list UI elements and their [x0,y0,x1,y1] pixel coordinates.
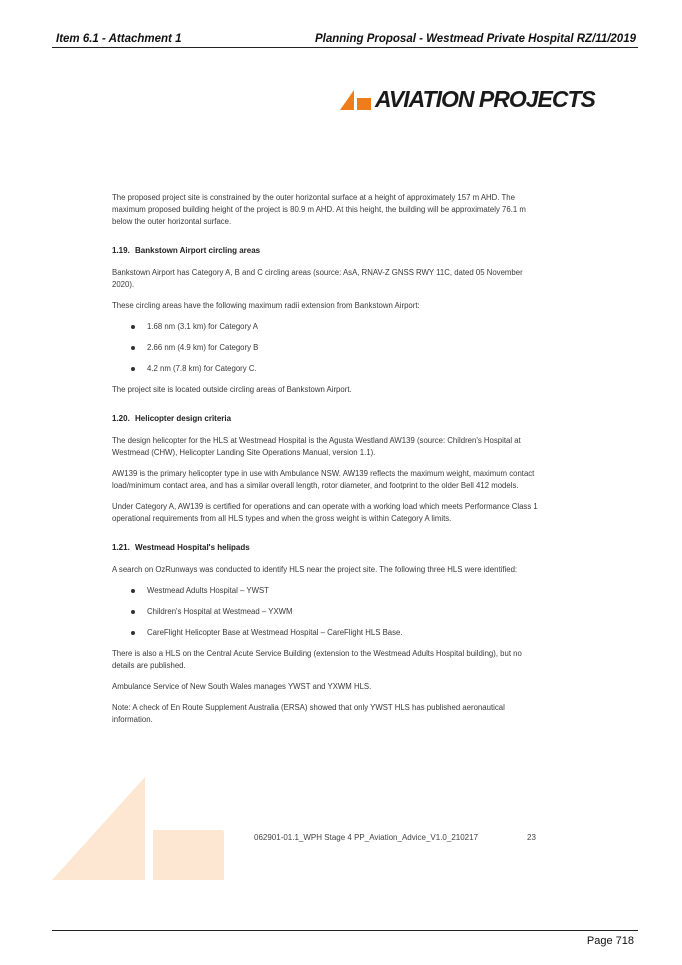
paragraph: The project site is located outside circling areas of Bankstown Airport. [112,385,352,394]
page-content [112,192,538,735]
bullet-list [112,585,538,639]
section-title: Westmead Hospital's helipads [135,543,250,552]
paragraph: Note: A check of En Route Supplement Australia (ERSA) showed that only YWST HLS has published aeronautical information. [112,703,505,724]
section-number: 1.19. [112,246,130,255]
section-title: Helicopter design criteria [135,414,232,423]
paragraph: These circling areas have the following maximum radii extension from Bankstown Airport: [112,301,420,310]
list-item: 2.66 nm (4.9 km) for Category B [112,342,538,354]
header-document-title: Planning Proposal - Westmead Private Hospital RZ/11/2019 [314,33,636,45]
paragraph: Ambulance Service of New South Wales manages YWST and YXWM HLS. [112,682,372,691]
header-divider [52,47,638,48]
aviation-projects-logo [340,85,595,113]
paragraph: Bankstown Airport has Category A, B and C circling areas (source: AsA, RNAV-Z GNSS RWY 11C, dated 05 November 2020). [112,268,523,289]
document-page-number: 23 [527,833,536,842]
paragraph: AW139 is the primary helicopter type in use with Ambulance NSW. AW139 reflects the maximum weight, maximum contact load/minimum contact area, and has a similar overall length, rotor diameter, and footprint to the older Bell 412 models. [112,469,535,490]
paragraph: Under Category A, AW139 is certified for operations and can operate with a working load which meets Performance Class 1 operational requirements from all HLS types and when the gross weight is within Category A limits. [112,502,538,523]
logo-watermark-icon [52,777,227,880]
intro-paragraph: The proposed project site is constrained by the outer horizontal surface at a height of approximately 157 m AHD. The maximum proposed building height of the project is 80.9 m AHD. At this height, the building will be approximately 76.1 m below the outer horizontal surface. [112,193,526,226]
section-number: 1.21. [112,543,130,552]
section-heading-helicopter [112,413,538,425]
list-item: Westmead Adults Hospital – YWST [112,585,538,597]
paragraph: A search on OzRunways was conducted to identify HLS near the project site. The following three HLS were identified: [112,565,518,574]
section-heading-bankstown [112,245,538,257]
footer-divider [52,930,638,931]
list-item: 4.2 nm (7.8 km) for Category C. [112,363,538,375]
document-reference: 062901-01.1_WPH Stage 4 PP_Aviation_Advice_V1.0_210217 [254,833,479,842]
paragraph: There is also a HLS on the Central Acute Service Building (extension to the Westmead Adults Hospital building), but no details are published. [112,649,522,670]
section-title: Bankstown Airport circling areas [135,246,261,255]
page-label: Page 718 [586,935,634,947]
paragraph: The design helicopter for the HLS at Westmead Hospital is the Agusta Westland AW139 (source: Children's Hospital at Westmead (CHW), Helicopter Landing Site Operations Manual, version 1.1). [112,436,521,457]
bullet-list [112,321,538,375]
logo-text: AVIATION PROJECTS [375,85,595,112]
list-item: CareFlight Helicopter Base at Westmead Hospital – CareFlight HLS Base. [112,627,538,639]
logo-mark-icon [340,88,372,110]
list-item: Children's Hospital at Westmead – YXWM [112,606,538,618]
section-heading-helipads [112,542,538,554]
list-item: 1.68 nm (3.1 km) for Category A [112,321,538,333]
section-number: 1.20. [112,414,130,423]
header-item-label: Item 6.1 - Attachment 1 [56,33,182,45]
